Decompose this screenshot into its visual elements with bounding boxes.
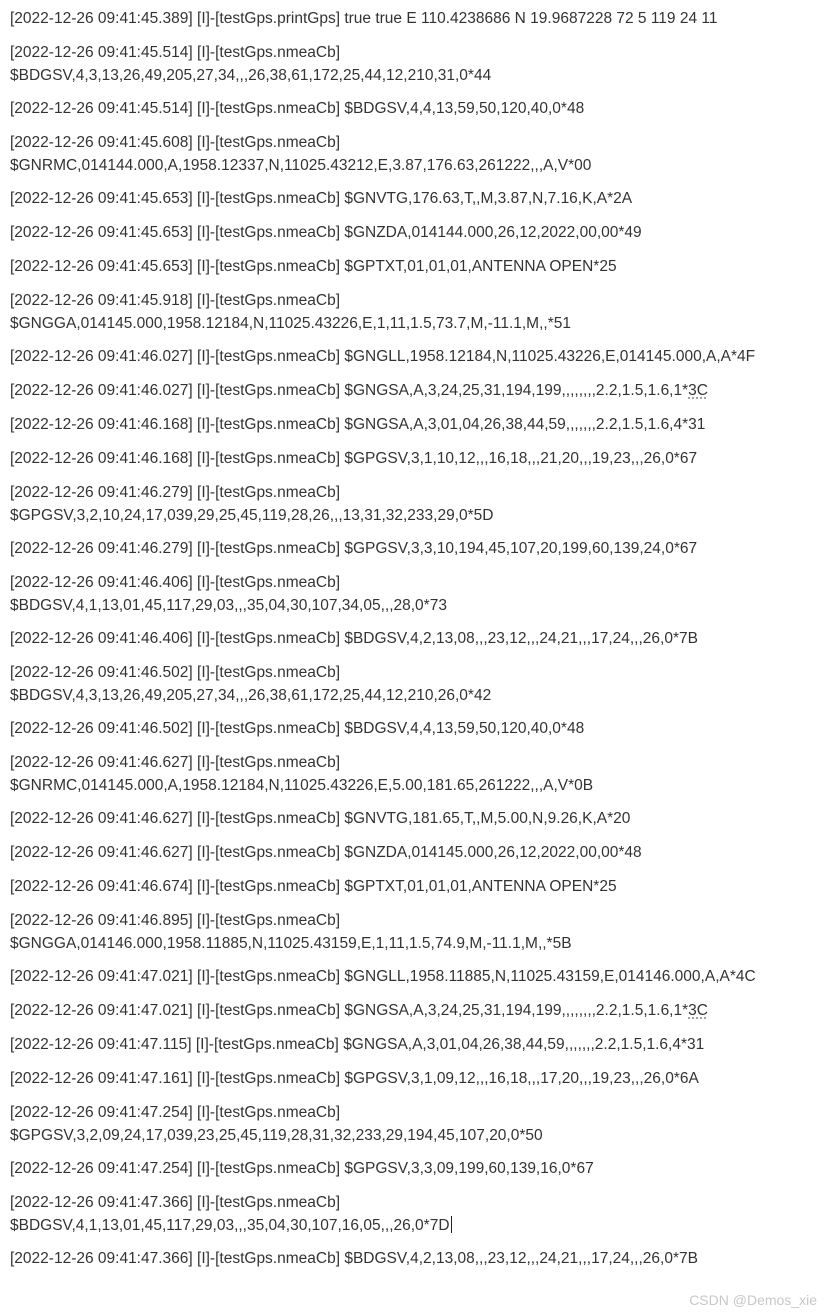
log-entry-message-text: $GNGSA,A,3,24,25,31,194,199,,,,,,,,2.2,1.5,1.6,1* (344, 382, 689, 399)
log-entry (10, 131, 825, 177)
log-entry-message (10, 684, 825, 707)
log-entry-message-text: $GNGLL,1958.11885,N,11025.43159,E,014146.000,A,A*4C (344, 968, 756, 985)
log-entry-message (344, 1160, 593, 1177)
log-entry-message-text: $GNGGA,014145.000,1958.12184,N,11025.43226,E,1,11,1.5,73.7,M,-11.1,M,,*51 (10, 315, 571, 332)
log-entry (10, 909, 825, 955)
log-entry-message-text: $GNGSA,A,3,01,04,26,38,44,59,,,,,,,2.2,1.5,1.6,4*31 (344, 416, 706, 433)
log-entry-message (10, 1124, 825, 1147)
log-entry-header: [2022-12-26 09:41:46.502] [I]-[testGps.nmeaCb] (10, 720, 341, 737)
log-entry-header: [2022-12-26 09:41:45.918] [I]-[testGps.nmeaCb] (10, 292, 341, 309)
log-entry (10, 1191, 825, 1237)
log-entry-message (344, 1250, 698, 1267)
log-entry-message (344, 258, 616, 275)
log-entry-header: [2022-12-26 09:41:45.653] [I]-[testGps.nmeaCb] (10, 190, 341, 207)
log-entry-header: [2022-12-26 09:41:46.627] [I]-[testGps.nmeaCb] (10, 754, 341, 771)
log-entry-message-text: true true E 110.4238686 N 19.9687228 72 5 119 24 11 (344, 10, 718, 27)
log-entry (10, 627, 825, 650)
log-entry-message-text: $BDGSV,4,1,13,01,45,117,29,03,,,35,04,30,107,34,05,,,28,0*73 (10, 597, 447, 614)
log-entry (10, 571, 825, 617)
log-entry (10, 187, 825, 210)
log-entry-header: [2022-12-26 09:41:47.115] [I]-[testGps.nmeaCb] (10, 1036, 339, 1053)
log-entry-header: [2022-12-26 09:41:45.389] [I]-[testGps.printGps] (10, 10, 341, 27)
log-entry-message (10, 932, 825, 955)
log-entry-header: [2022-12-26 09:41:46.406] [I]-[testGps.nmeaCb] (10, 630, 341, 647)
log-output (10, 0, 825, 1281)
log-entry-message-text: $GNGLL,1958.12184,N,11025.43226,E,014145.000,A,A*4F (344, 348, 756, 365)
log-entry (10, 1067, 825, 1090)
log-entry-message-text: $BDGSV,4,2,13,08,,,23,12,,,24,21,,,17,24,,,26,0*7B (344, 1250, 698, 1267)
log-entry-message (344, 540, 697, 557)
log-entry-header: [2022-12-26 09:41:47.254] [I]-[testGps.nmeaCb] (10, 1104, 341, 1121)
log-entry-message (344, 1070, 698, 1087)
log-entry (10, 661, 825, 707)
log-entry-message (10, 774, 825, 797)
log-entry-message-text: $BDGSV,4,3,13,26,49,205,27,34,,,26,38,61,172,25,44,12,210,26,0*42 (10, 687, 492, 704)
log-entry-header: [2022-12-26 09:41:47.161] [I]-[testGps.nmeaCb] (10, 1070, 341, 1087)
log-entry-message-text: $GPTXT,01,01,01,ANTENNA OPEN*25 (344, 258, 617, 275)
log-entry-message (10, 154, 825, 177)
log-entry-message (344, 810, 630, 827)
log-entry (10, 379, 825, 402)
log-entry-header: [2022-12-26 09:41:45.653] [I]-[testGps.nmeaCb] (10, 224, 341, 241)
log-entry-message (344, 224, 641, 241)
log-entry-message-text: $GNZDA,014145.000,26,12,2022,00,00*48 (344, 844, 642, 861)
log-entry-message (10, 504, 825, 527)
log-entry (10, 965, 825, 988)
log-entry-header: [2022-12-26 09:41:45.514] [I]-[testGps.nmeaCb] (10, 100, 341, 117)
log-entry (10, 751, 825, 797)
log-entry-message (10, 594, 825, 617)
log-entry (10, 97, 825, 120)
log-entry-header: [2022-12-26 09:41:46.627] [I]-[testGps.nmeaCb] (10, 810, 341, 827)
log-entry (10, 807, 825, 830)
log-entry-header: [2022-12-26 09:41:46.406] [I]-[testGps.nmeaCb] (10, 574, 341, 591)
log-entry-header: [2022-12-26 09:41:47.021] [I]-[testGps.nmeaCb] (10, 968, 341, 985)
log-entry-header: [2022-12-26 09:41:46.895] [I]-[testGps.nmeaCb] (10, 912, 341, 929)
log-entry-header: [2022-12-26 09:41:46.168] [I]-[testGps.nmeaCb] (10, 450, 341, 467)
log-entry-message-text: $GNRMC,014145.000,A,1958.12184,N,11025.43226,E,5.00,181.65,261222,,,A,V*0B (10, 777, 594, 794)
log-entry-message (10, 312, 825, 335)
log-entry-header: [2022-12-26 09:41:46.502] [I]-[testGps.nmeaCb] (10, 664, 341, 681)
log-entry-header: [2022-12-26 09:41:46.279] [I]-[testGps.nmeaCb] (10, 540, 341, 557)
log-entry-header: [2022-12-26 09:41:46.627] [I]-[testGps.nmeaCb] (10, 844, 341, 861)
log-entry-message-text: $GNZDA,014144.000,26,12,2022,00,00*49 (344, 224, 642, 241)
log-entry-message (10, 1214, 825, 1237)
log-entry (10, 255, 825, 278)
log-entry-header: [2022-12-26 09:41:47.366] [I]-[testGps.nmeaCb] (10, 1194, 341, 1211)
log-entry-message (344, 190, 632, 207)
log-entry-message (344, 382, 708, 399)
log-entry-message (344, 1002, 708, 1019)
log-entry-message (344, 416, 705, 433)
log-entry-message-text: $GPGSV,3,3,09,199,60,139,16,0*67 (344, 1160, 594, 1177)
log-entry-header: [2022-12-26 09:41:47.021] [I]-[testGps.nmeaCb] (10, 1002, 341, 1019)
log-entry-message (344, 100, 584, 117)
log-entry-header: [2022-12-26 09:41:47.366] [I]-[testGps.nmeaCb] (10, 1250, 341, 1267)
log-entry-header: [2022-12-26 09:41:45.608] [I]-[testGps.nmeaCb] (10, 134, 341, 151)
log-entry-message-text: $GPGSV,3,2,10,24,17,039,29,25,45,119,28,26,,,13,31,32,233,29,0*5D (10, 507, 494, 524)
text-cursor (451, 1216, 452, 1233)
log-entry-message (344, 968, 755, 985)
log-entry (10, 999, 825, 1022)
log-entry (10, 1033, 825, 1056)
log-entry-message-text: $GNGGA,014146.000,1958.11885,N,11025.43159,E,1,11,1.5,74.9,M,-11.1,M,,*5B (10, 935, 572, 952)
log-entry-message-text: $GPGSV,3,3,10,194,45,107,20,199,60,139,24,0*67 (344, 540, 698, 557)
log-entry-message (344, 844, 641, 861)
log-entry (10, 841, 825, 864)
log-entry (10, 7, 825, 30)
log-entry-message (344, 10, 717, 27)
log-entry-message (343, 1036, 704, 1053)
log-entry (10, 447, 825, 470)
log-entry-message (344, 450, 697, 467)
log-entry-message-text: $GPGSV,3,2,09,24,17,039,23,25,45,119,28,31,32,233,29,194,45,107,20,0*50 (10, 1127, 543, 1144)
log-entry (10, 1157, 825, 1180)
log-entry-message-text: $BDGSV,4,4,13,59,50,120,40,0*48 (344, 100, 585, 117)
log-entry-message (344, 720, 584, 737)
log-entry-message-text: $GPGSV,3,1,09,12,,,16,18,,,17,20,,,19,23,,,26,0*6A (344, 1070, 699, 1087)
log-entry-message (344, 878, 616, 895)
log-entry-message-text: $GNVTG,181.65,T,,M,5.00,N,9.26,K,A*20 (344, 810, 631, 827)
log-entry-message-text: $GNRMC,014144.000,A,1958.12337,N,11025.43212,E,3.87,176.63,261222,,,A,V*00 (10, 157, 592, 174)
log-entry-message-text: $BDGSV,4,2,13,08,,,23,12,,,24,21,,,17,24,,,26,0*7B (344, 630, 698, 647)
log-entry-header: [2022-12-26 09:41:45.653] [I]-[testGps.nmeaCb] (10, 258, 341, 275)
log-entry-message-text: $BDGSV,4,4,13,59,50,120,40,0*48 (344, 720, 585, 737)
log-entry (10, 1101, 825, 1147)
log-entry-message-text: $GNVTG,176.63,T,,M,3.87,N,7.16,K,A*2A (344, 190, 633, 207)
log-entry-checksum: 3C (688, 1002, 708, 1019)
log-entry (10, 537, 825, 560)
log-entry (10, 345, 825, 368)
log-entry (10, 221, 825, 244)
log-entry (10, 1247, 825, 1270)
log-entry-header: [2022-12-26 09:41:45.514] [I]-[testGps.nmeaCb] (10, 44, 341, 61)
log-entry-message-text: $GNGSA,A,3,24,25,31,194,199,,,,,,,,2.2,1.5,1.6,1* (344, 1002, 689, 1019)
log-entry-message-text: $BDGSV,4,3,13,26,49,205,27,34,,,26,38,61,172,25,44,12,210,31,0*44 (10, 67, 492, 84)
log-entry-header: [2022-12-26 09:41:46.674] [I]-[testGps.nmeaCb] (10, 878, 341, 895)
log-entry (10, 41, 825, 87)
log-entry (10, 717, 825, 740)
log-entry-checksum: 3C (688, 382, 708, 399)
log-entry-message (10, 64, 825, 87)
log-entry-header: [2022-12-26 09:41:46.027] [I]-[testGps.nmeaCb] (10, 382, 341, 399)
log-entry-message-text: $GPGSV,3,1,10,12,,,16,18,,,21,20,,,19,23,,,26,0*67 (344, 450, 698, 467)
log-entry-message-text: $BDGSV,4,1,13,01,45,117,29,03,,,35,04,30,107,16,05,,,26,0*7D (10, 1217, 450, 1234)
log-entry-message (344, 348, 755, 365)
log-entry-message (344, 630, 698, 647)
log-entry (10, 289, 825, 335)
log-entry-message-text: $GPTXT,01,01,01,ANTENNA OPEN*25 (344, 878, 617, 895)
log-entry (10, 875, 825, 898)
log-entry-header: [2022-12-26 09:41:46.027] [I]-[testGps.nmeaCb] (10, 348, 341, 365)
log-entry-message-text: $GNGSA,A,3,01,04,26,38,44,59,,,,,,,2.2,1.5,1.6,4*31 (343, 1036, 705, 1053)
watermark: CSDN @Demos_xie (689, 1292, 817, 1308)
log-entry-header: [2022-12-26 09:41:47.254] [I]-[testGps.nmeaCb] (10, 1160, 341, 1177)
log-entry (10, 413, 825, 436)
log-entry-header: [2022-12-26 09:41:46.168] [I]-[testGps.nmeaCb] (10, 416, 341, 433)
log-entry (10, 481, 825, 527)
log-entry-header: [2022-12-26 09:41:46.279] [I]-[testGps.nmeaCb] (10, 484, 341, 501)
